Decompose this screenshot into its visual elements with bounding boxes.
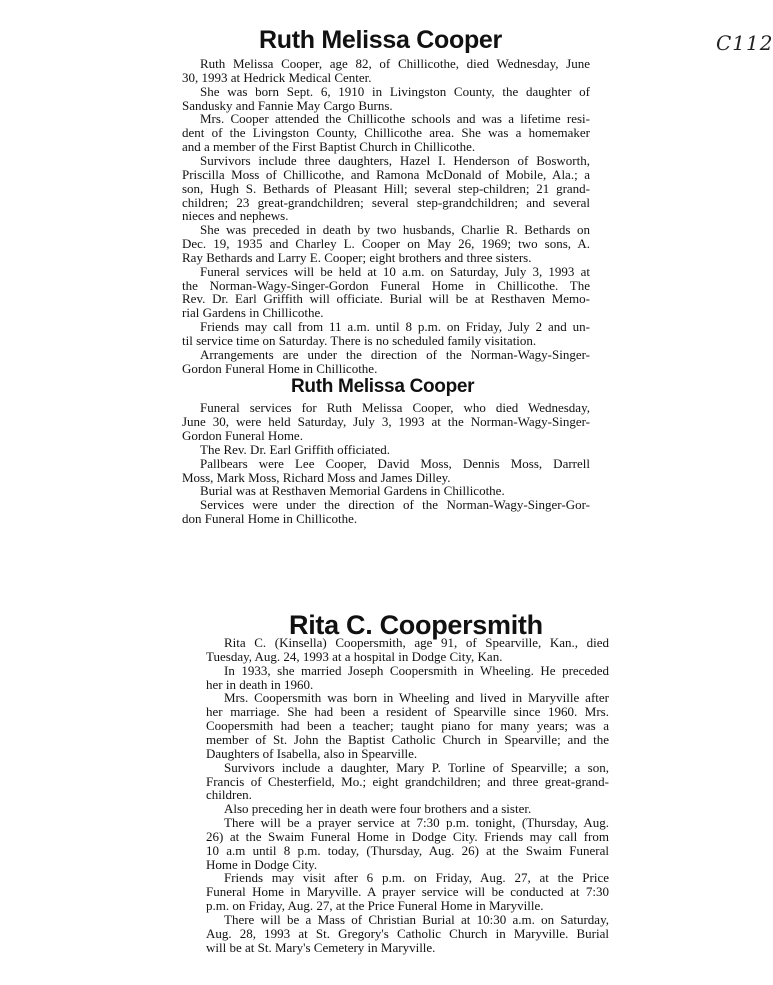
text-line: Priscilla Moss of Chillicothe, and Ramona McDonald of Mobile, Ala.; a: [182, 166, 590, 182]
obituary-title: Ruth Melissa Cooper: [259, 26, 502, 54]
text-line: Aug. 28, 1993 at St. Gregory's Catholic Church in Maryville. Burial: [206, 925, 609, 941]
text-line: children.: [206, 787, 252, 803]
text-line: Gordon Funeral Home in Chillicothe.: [182, 360, 378, 376]
text-line: Pallbears were Lee Cooper, David Moss, Dennis Moss, Darrell: [200, 455, 590, 471]
text-line: The Rev. Dr. Earl Griffith officiated.: [200, 441, 391, 457]
text-line: 30, 1993 at Hedrick Medical Center.: [182, 69, 372, 85]
text-line: Funeral Home in Maryville. A prayer service will be conducted at 7:30: [206, 884, 609, 900]
text-line: Arrangements are under the direction of the Norman-Wagy-Singer-: [200, 346, 590, 362]
text-line: p.m. on Friday, Aug. 27, at the Price Funeral Home in Maryville.: [206, 898, 544, 914]
text-line: her in death in 1960.: [206, 676, 314, 692]
text-line: nieces and nephews.: [182, 208, 289, 224]
text-line: Rita C. (Kinsella) Coopersmith, age 91, of Spearville, Kan., died: [224, 635, 609, 650]
text-line: til service time on Saturday. There is no scheduled family visitation.: [182, 333, 537, 348]
text-line: Burial was at Resthaven Memorial Gardens in Chillicothe.: [200, 483, 505, 499]
text-line: Sandusky and Fannie May Cargo Burns.: [182, 97, 393, 113]
text-line: don Funeral Home in Chillicothe.: [182, 511, 358, 527]
text-line: Gordon Funeral Home.: [182, 427, 303, 443]
text-line: rial Gardens in Chillicothe.: [182, 305, 324, 321]
text-line: Francis of Chesterfield, Mo.; eight grandchildren; and three great-grand-: [206, 773, 609, 789]
text-line: She was preceded in death by two husbands, Charlie R. Bethards on: [200, 222, 590, 238]
text-line: Home in Dodge City.: [206, 856, 318, 872]
text-line: Survivors include three daughters, Hazel I. Henderson of Bosworth,: [200, 152, 590, 168]
text-line: 26) at the Swaim Funeral Home in Dodge City. Friends may call from: [206, 828, 609, 844]
text-line: children; 23 great-grandchildren; several step-grandchildren; and several: [182, 194, 590, 210]
text-line: 10 a.m until 8 p.m. today, (Thursday, Aug. 26) at the Swaim Funeral: [206, 842, 609, 858]
text-line: Dec. 19, 1935 and Charley L. Cooper on May 26, 1969; two sons, A.: [182, 236, 590, 252]
text-line: member of St. John the Baptist Catholic Church in Spearville; and the: [206, 731, 609, 747]
text-line: There will be a Mass of Christian Burial at 10:30 a.m. on Saturday,: [224, 912, 609, 927]
text-line: Funeral services for Ruth Melissa Cooper, who died Wednesday,: [200, 400, 590, 415]
text-line: Tuesday, Aug. 24, 1993 at a hospital in Dodge City, Kan.: [206, 648, 503, 664]
text-line: She was born Sept. 6, 1910 in Livingston County, the daughter of: [200, 83, 590, 99]
text-line: Survivors include a daughter, Mary P. Torline of Spearville; a son,: [224, 759, 609, 775]
text-line: Services were under the direction of the Norman-Wagy-Singer-Gor-: [200, 497, 590, 513]
text-line: Friends may visit after 6 p.m. on Friday, Aug. 27, at the Price: [224, 870, 609, 886]
text-line: Coopersmith had been a teacher; taught piano for many years; was a: [206, 718, 609, 734]
handwritten-page-code: C112: [716, 31, 773, 55]
text-line: and a member of the First Baptist Church in Chillicothe.: [182, 139, 476, 155]
text-line: Mrs. Coopersmith was born in Wheeling and lived in Maryville after: [224, 690, 609, 706]
text-line: Rev. Dr. Earl Griffith will officiate. Burial will be at Resthaven Memo-: [182, 291, 590, 307]
text-line: There will be a prayer service at 7:30 p.m. tonight, (Thursday, Aug.: [224, 815, 609, 831]
text-line: dent of the Livingston County, Chillicothe area. She was a homemaker: [182, 125, 590, 141]
text-line: Ray Bethards and Larry E. Cooper; eight brothers and three sisters.: [182, 249, 532, 265]
obituary-title: Ruth Melissa Cooper: [291, 376, 475, 397]
text-line: will be at St. Mary's Cemetery in Maryville.: [206, 939, 436, 955]
text-line: In 1933, she married Joseph Coopersmith in Wheeling. He preceded: [224, 662, 609, 678]
text-line: son, Hugh S. Bethards of Pleasant Hill; several step-children; 21 grand-: [182, 180, 590, 196]
text-line: Moss, Mark Moss, Richard Moss and James Dilley.: [182, 469, 451, 485]
text-line: Ruth Melissa Cooper, age 82, of Chillicothe, died Wednesday, June: [200, 56, 590, 71]
text-line: her marriage. She had been a resident of Spearville since 1960. Mrs.: [206, 704, 609, 720]
obituary-title: Rita C. Coopersmith: [289, 610, 543, 640]
text-line: Also preceding her in death were four brothers and a sister.: [224, 801, 532, 817]
text-line: June 30, were held Saturday, July 3, 1993 at the Norman-Wagy-Singer-: [182, 413, 590, 429]
text-line: Funeral services will be held at 10 a.m. on Saturday, July 3, 1993 at: [200, 263, 590, 279]
text-line: Friends may call from 11 a.m. until 8 p.m. on Friday, July 2 and un-: [200, 319, 590, 335]
text-line: the Norman-Wagy-Singer-Gordon Funeral Home in Chillicothe. The: [182, 277, 590, 293]
text-line: Daughters of Isabella, also in Spearville.: [206, 745, 418, 761]
text-line: Mrs. Cooper attended the Chillicothe schools and was a lifetime resi-: [200, 111, 590, 127]
